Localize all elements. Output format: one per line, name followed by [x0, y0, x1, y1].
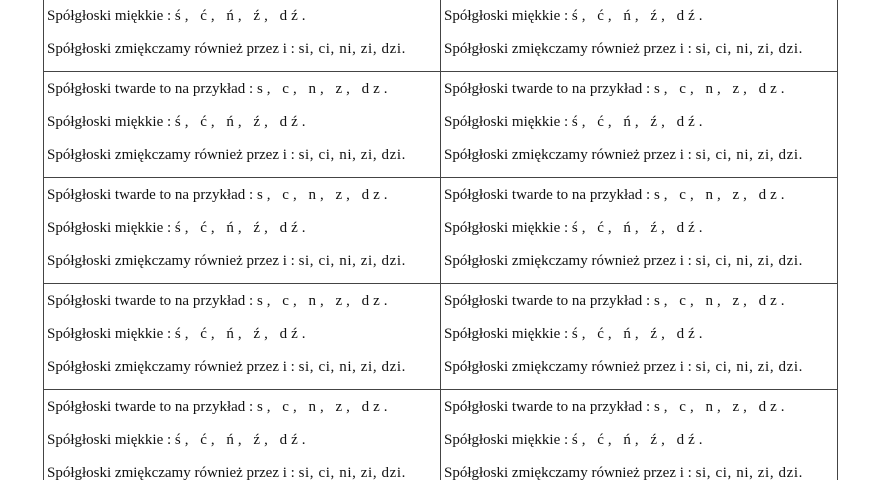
- worksheet-grid: [43, 0, 838, 480]
- worksheet-card: [44, 390, 441, 480]
- soft-consonants-label: Spółgłoski miękkie :: [444, 114, 569, 130]
- worksheet-card: [44, 178, 441, 284]
- hard-consonants-label: Spółgłoski twarde to na przykład :: [444, 399, 651, 415]
- hard-consonants-label: Spółgłoski twarde to na przykład :: [47, 399, 254, 415]
- soft-consonants-values: ś, ć, ń, ź, dź.: [174, 326, 310, 342]
- soft-consonants-line: [47, 429, 440, 462]
- soft-consonants-label: Spółgłoski miękkie :: [47, 220, 172, 236]
- softening-line: [47, 144, 440, 177]
- hard-consonants-label: Spółgłoski twarde to na przykład :: [444, 187, 651, 203]
- softening-line: [444, 38, 837, 71]
- softening-label: Spółgłoski zmiękczamy również przez i :: [444, 359, 692, 375]
- soft-consonants-label: Spółgłoski miękkie :: [444, 220, 569, 236]
- hard-consonants-line: [444, 78, 837, 111]
- softening-values: si, ci, ni, zi, dzi.: [298, 41, 406, 57]
- hard-consonants-label: Spółgłoski twarde to na przykład :: [444, 81, 651, 97]
- softening-label: Spółgłoski zmiękczamy również przez i :: [47, 147, 295, 163]
- hard-consonants-label: Spółgłoski twarde to na przykład :: [47, 293, 254, 309]
- worksheet-row: [44, 0, 838, 72]
- soft-consonants-values: ś, ć, ń, ź, dź.: [174, 432, 310, 448]
- soft-consonants-values: ś, ć, ń, ź, dź.: [571, 220, 707, 236]
- soft-consonants-values: ś, ć, ń, ź, dź.: [571, 326, 707, 342]
- worksheet-card: [44, 72, 441, 178]
- soft-consonants-values: ś, ć, ń, ź, dź.: [571, 114, 707, 130]
- worksheet-card: [44, 0, 441, 72]
- hard-consonants-line: [47, 290, 440, 323]
- softening-values: si, ci, ni, zi, dzi.: [298, 253, 406, 269]
- soft-consonants-line: [444, 429, 837, 462]
- soft-consonants-line: [47, 5, 440, 38]
- softening-line: [47, 356, 440, 389]
- worksheet-row: [44, 72, 838, 178]
- softening-values: si, ci, ni, zi, dzi.: [298, 147, 406, 163]
- softening-line: [47, 250, 440, 283]
- soft-consonants-line: [47, 217, 440, 250]
- hard-consonants-line: [444, 396, 837, 429]
- worksheet-row: [44, 178, 838, 284]
- soft-consonants-line: [444, 111, 837, 144]
- softening-values: si, ci, ni, zi, dzi.: [695, 147, 803, 163]
- hard-consonants-label: Spółgłoski twarde to na przykład :: [47, 187, 254, 203]
- softening-values: si, ci, ni, zi, dzi.: [695, 41, 803, 57]
- soft-consonants-line: [444, 5, 837, 38]
- hard-consonants-values: s, c, n, z, dz.: [653, 293, 789, 309]
- hard-consonants-label: Spółgłoski twarde to na przykład :: [47, 81, 254, 97]
- worksheet-card: [441, 284, 838, 390]
- softening-values: si, ci, ni, zi, dzi.: [695, 253, 803, 269]
- softening-label: Spółgłoski zmiękczamy również przez i :: [444, 253, 692, 269]
- hard-consonants-values: s, c, n, z, dz.: [653, 81, 789, 97]
- soft-consonants-values: ś, ć, ń, ź, dź.: [174, 220, 310, 236]
- worksheet-card: [441, 390, 838, 480]
- worksheet-card: [441, 178, 838, 284]
- softening-values: si, ci, ni, zi, dzi.: [298, 465, 406, 480]
- softening-label: Spółgłoski zmiękczamy również przez i :: [47, 253, 295, 269]
- softening-line: [444, 462, 837, 480]
- softening-label: Spółgłoski zmiękczamy również przez i :: [47, 359, 295, 375]
- softening-line: [444, 144, 837, 177]
- soft-consonants-line: [47, 323, 440, 356]
- soft-consonants-label: Spółgłoski miękkie :: [47, 8, 172, 24]
- hard-consonants-values: s, c, n, z, dz.: [653, 187, 789, 203]
- soft-consonants-line: [444, 217, 837, 250]
- softening-line: [47, 38, 440, 71]
- soft-consonants-label: Spółgłoski miękkie :: [47, 114, 172, 130]
- hard-consonants-values: s, c, n, z, dz.: [256, 399, 392, 415]
- softening-values: si, ci, ni, zi, dzi.: [695, 465, 803, 480]
- softening-line: [444, 250, 837, 283]
- soft-consonants-values: ś, ć, ń, ź, dź.: [571, 8, 707, 24]
- soft-consonants-label: Spółgłoski miękkie :: [47, 326, 172, 342]
- soft-consonants-line: [47, 111, 440, 144]
- softening-label: Spółgłoski zmiękczamy również przez i :: [444, 147, 692, 163]
- soft-consonants-values: ś, ć, ń, ź, dź.: [571, 432, 707, 448]
- soft-consonants-values: ś, ć, ń, ź, dź.: [174, 8, 310, 24]
- hard-consonants-label: Spółgłoski twarde to na przykład :: [444, 293, 651, 309]
- softening-label: Spółgłoski zmiękczamy również przez i :: [444, 41, 692, 57]
- hard-consonants-values: s, c, n, z, dz.: [256, 187, 392, 203]
- soft-consonants-label: Spółgłoski miękkie :: [444, 8, 569, 24]
- worksheet-card: [44, 284, 441, 390]
- soft-consonants-label: Spółgłoski miękkie :: [444, 432, 569, 448]
- soft-consonants-values: ś, ć, ń, ź, dź.: [174, 114, 310, 130]
- hard-consonants-line: [444, 184, 837, 217]
- worksheet-row: [44, 284, 838, 390]
- hard-consonants-line: [47, 396, 440, 429]
- softening-line: [444, 356, 837, 389]
- softening-values: si, ci, ni, zi, dzi.: [695, 359, 803, 375]
- hard-consonants-line: [47, 78, 440, 111]
- softening-values: si, ci, ni, zi, dzi.: [298, 359, 406, 375]
- hard-consonants-values: s, c, n, z, dz.: [256, 81, 392, 97]
- hard-consonants-line: [47, 184, 440, 217]
- hard-consonants-values: s, c, n, z, dz.: [256, 293, 392, 309]
- worksheet-card: [441, 0, 838, 72]
- hard-consonants-line: [444, 290, 837, 323]
- hard-consonants-values: s, c, n, z, dz.: [653, 399, 789, 415]
- softening-label: Spółgłoski zmiękczamy również przez i :: [444, 465, 692, 480]
- soft-consonants-line: [444, 323, 837, 356]
- softening-label: Spółgłoski zmiękczamy również przez i :: [47, 41, 295, 57]
- softening-line: [47, 462, 440, 480]
- worksheet-row: [44, 390, 838, 480]
- soft-consonants-label: Spółgłoski miękkie :: [47, 432, 172, 448]
- soft-consonants-label: Spółgłoski miękkie :: [444, 326, 569, 342]
- softening-label: Spółgłoski zmiękczamy również przez i :: [47, 465, 295, 480]
- worksheet-card: [441, 72, 838, 178]
